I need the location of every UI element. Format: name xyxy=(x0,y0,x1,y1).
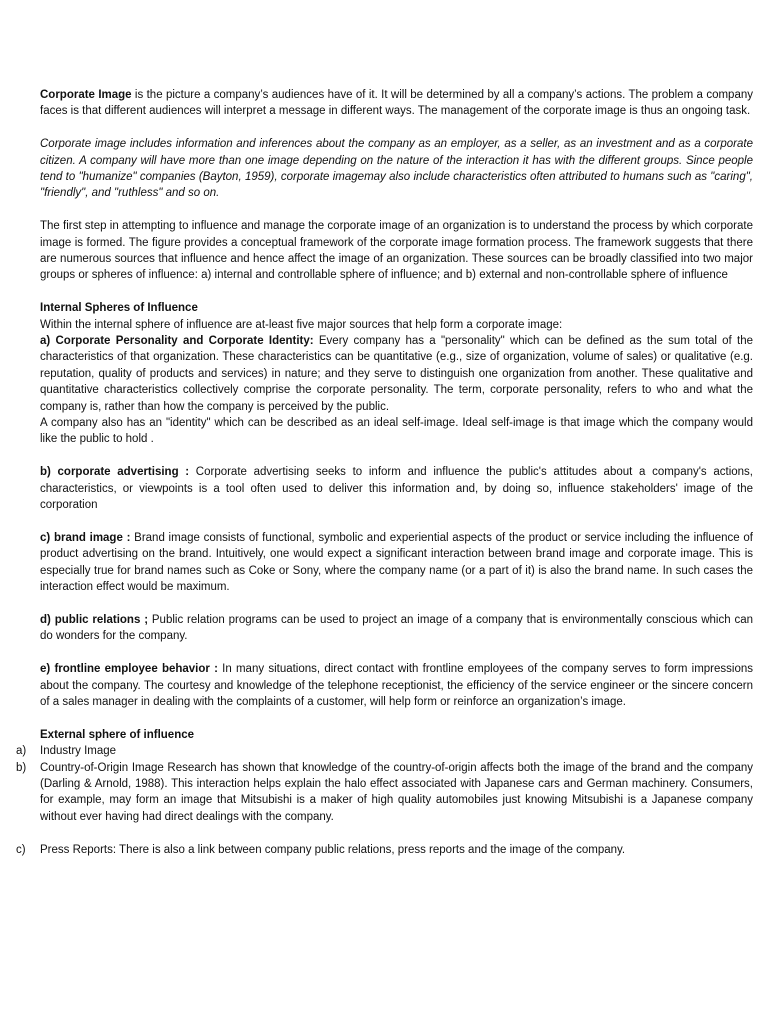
internal-item-b-lead: b) corporate advertising : xyxy=(40,466,190,479)
external-item-a-text: Industry Image xyxy=(40,745,117,758)
internal-item-a-lead: a) Corporate Personality and Corporate Identity: xyxy=(40,335,314,348)
external-item-c xyxy=(16,842,753,858)
internal-item-a-identity: A company also has an "identity" which can be described as an ideal self-image. Ideal self-image is that image which the company would like the public to hold . xyxy=(40,417,753,446)
external-item-b-label: b) xyxy=(16,761,27,774)
internal-item-d-text: Public relation programs can be used to project an image of a company that is environmentally conscious which can do wonders for the company. xyxy=(40,613,753,643)
internal-item-a xyxy=(40,333,753,415)
framework-paragraph: The first step in attempting to influence and manage the corporate image of an organization is to understand the process by which corporate image is formed. The figure provides a conceptual framework of the corporate image formation process. The framework suggests that there are numerous sources that influence and hence affect the image of an organization. These sources can be broadly classified into two major groups or spheres of influence: a) internal and controllable sphere of influence; and b) external and non-controllable sphere of influence xyxy=(40,220,753,282)
internal-item-c-lead: c) brand image : xyxy=(40,531,131,544)
external-item-b-text: Country-of-Origin Image Research has shown that knowledge of the country-of-origin affects both the image of the brand and the company (Darling & Arnold, 1988). This interaction helps explain the halo effect associated with Japanese cars and German machinery. Consumers, for example, may form an image that Mitsubishi is a maker of high quality automobiles just knowing Mitsubishi is a Japanese company without ever having had direct dealings with the company. xyxy=(40,761,753,823)
internal-item-c-text: Brand image consists of functional, symbolic and experiential aspects of the product or service including the influence of product advertising on the brand. Intuitively, one would expect a significant interaction between brand image and corporate image. This is especially true for brand names such as Coke or Sony, where the company name (or a part of it) is also the brand name. In such cases the interaction effect would be maximum. xyxy=(40,531,753,594)
internal-item-c xyxy=(40,530,753,596)
external-item-a xyxy=(16,743,753,759)
internal-item-b-text: Corporate advertising seeks to inform and influence the public's attitudes about a company's actions, characteristics, or viewpoints is a tool often used to deliver this information and, by doing so, influence stakeholders' image of the corporation xyxy=(40,466,753,512)
document-page xyxy=(16,87,754,858)
definition-paragraph: Corporate image includes information and inferences about the company as an employer, as a seller, as an investment and as a corporate citizen. A company will have more than one image depending on the nature of the interaction it has with the different groups. Since people tend to "humanize" companies (Bayton, 1959), corporate imagemay also include characteristics often attributed to humans such as "caring", "friendly", and "ruthless" and so on. xyxy=(40,138,753,200)
internal-heading: Internal Spheres of Influence xyxy=(40,302,198,315)
corporate-image-term: Corporate Image xyxy=(40,89,132,101)
internal-item-b xyxy=(40,464,753,513)
external-heading: External sphere of influence xyxy=(40,728,195,741)
internal-item-e-text: In many situations, direct contact with frontline employees of the company serves to form impressions about the company. The courtesy and knowledge of the telephone receptionist, the efficiency of the service engineer or the sincere concern of a sales manager in dealing with the complaints of a customer, will help form or reinforce an organization’s image. xyxy=(40,663,753,708)
external-item-a-label: a) xyxy=(16,745,27,758)
intro-text: is the picture a company’s audiences have of it. It will be determined by all a company’s actions. The problem a company faces is that different audiences will interpret a message in different ways. The management of the corporate image is thus an ongoing task. xyxy=(40,89,753,118)
internal-item-e xyxy=(40,661,753,710)
external-item-c-text: Press Reports: There is also a link between company public relations, press reports and the image of the company. xyxy=(40,843,626,856)
intro-paragraph xyxy=(40,87,753,120)
external-item-c-label: c) xyxy=(16,843,26,856)
external-item-b xyxy=(16,760,753,826)
internal-item-d-lead: d) public relations ; xyxy=(40,613,149,626)
internal-intro: Within the internal sphere of influence are at-least five major sources that help form a corporate image: xyxy=(40,318,563,331)
internal-item-d xyxy=(40,612,753,645)
internal-item-a-text: Every company has a "personality" which can be defined as the sum total of the characteristics of that organization. These characteristics can be quantitative (e.g., size of organization, volume of sales) or qualitative (e.g. reputation, quality of products and services) in nature; and they serve to distinguish one organization from another. These qualitative and quantitative characteristics collectively comprise the corporate personality. The term, corporate personality, refers to who and what the company is, rather than how the company is perceived by the public. xyxy=(40,335,754,413)
internal-item-e-lead: e) frontline employee behavior : xyxy=(40,663,218,676)
